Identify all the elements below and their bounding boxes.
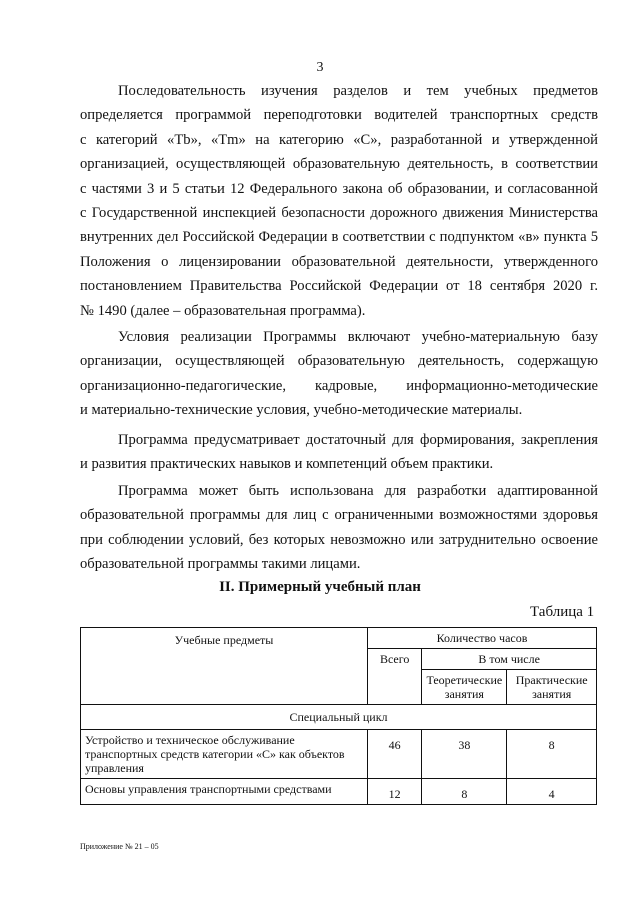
curriculum-table xyxy=(80,627,597,805)
subject-cell: Основы управления транспортными средствами xyxy=(81,779,368,805)
total-cell: 46 xyxy=(368,730,422,779)
text-line: с частями 3 и 5 статьи 12 Федерального закона об образовании, и согласованной xyxy=(80,180,598,197)
text-line: при соблюдении условий, без которых невозможно или затруднительно освоение xyxy=(80,531,598,548)
text-line: и материально-технические условия, учебно-методические материалы. xyxy=(80,402,523,419)
text-line: № 1490 (далее – образовательная программа). xyxy=(80,302,366,319)
text-line: Программа может быть использована для разработки адаптированной xyxy=(118,483,598,499)
header-including: В том числе xyxy=(422,649,597,670)
text-line: с Государственной инспекцией безопасности дорожного движения Министерства xyxy=(80,205,598,222)
paragraph-4 xyxy=(80,479,598,577)
header-theory: Теоретические занятия xyxy=(422,670,507,705)
text-line: образовательной программы для лиц с ограниченными возможностями здоровья xyxy=(80,507,598,524)
paragraph-3 xyxy=(80,428,598,477)
text-line: Последовательность изучения разделов и тем учебных предметов xyxy=(118,83,598,99)
text-line: с категорий «Tb», «Tm» на категорию «С», разработанной и утвержденной xyxy=(80,131,598,148)
footer-note: Приложение № 21 – 05 xyxy=(80,842,159,851)
header-subjects: Учебные предметы xyxy=(81,628,368,705)
text-line: определяется программой переподготовки водителей транспортных средств xyxy=(80,107,598,124)
table-row xyxy=(81,730,597,779)
section-title: II. Примерный учебный план xyxy=(219,579,421,595)
text-line: организации, осуществляющей образовательную деятельность, содержащую xyxy=(80,353,598,370)
text-line: и развития практических навыков и компетенций объем практики. xyxy=(80,456,494,473)
text-line: организацией, осуществляющей образовательную деятельность, в соответствии xyxy=(80,156,598,173)
practice-cell: 8 xyxy=(507,730,597,779)
page-number: 3 xyxy=(316,60,324,75)
text-line: постановлением Правительства Российской Федерации от 18 сентября 2020 г. xyxy=(80,278,598,295)
header-practice: Практические занятия xyxy=(507,670,597,705)
header-hours: Количество часов xyxy=(368,628,597,649)
text-line: Программа предусматривает достаточный для формирования, закрепления xyxy=(118,432,598,448)
paragraph-2 xyxy=(80,325,598,423)
text-line: Положения о лицензировании образовательной деятельности, утвержденного xyxy=(80,253,598,270)
subject-cell: Устройство и техническое обслуживание транспортных средств категории «С» как объектов управления xyxy=(81,730,368,779)
table-row xyxy=(81,779,597,805)
paragraph-1 xyxy=(80,79,598,323)
table-caption: Таблица 1 xyxy=(530,604,595,620)
text-line: образовательной программы такими лицами. xyxy=(80,556,361,573)
text-line: внутренних дел Российской Федерации в соответствии с подпунктом «в» пункта 5 xyxy=(80,229,598,246)
theory-cell: 38 xyxy=(422,730,507,779)
text-line: Условия реализации Программы включают учебно-материальную базу xyxy=(118,329,598,345)
cycle-label: Специальный цикл xyxy=(81,705,597,730)
text-line: организационно-педагогические, кадровые, информационно-методические xyxy=(80,377,598,394)
theory-cell: 8 xyxy=(422,779,507,805)
table-cycle-row xyxy=(81,705,597,730)
table-header-row xyxy=(81,628,597,649)
practice-cell: 4 xyxy=(507,779,597,805)
total-cell: 12 xyxy=(368,779,422,805)
header-total: Всего xyxy=(368,649,422,705)
